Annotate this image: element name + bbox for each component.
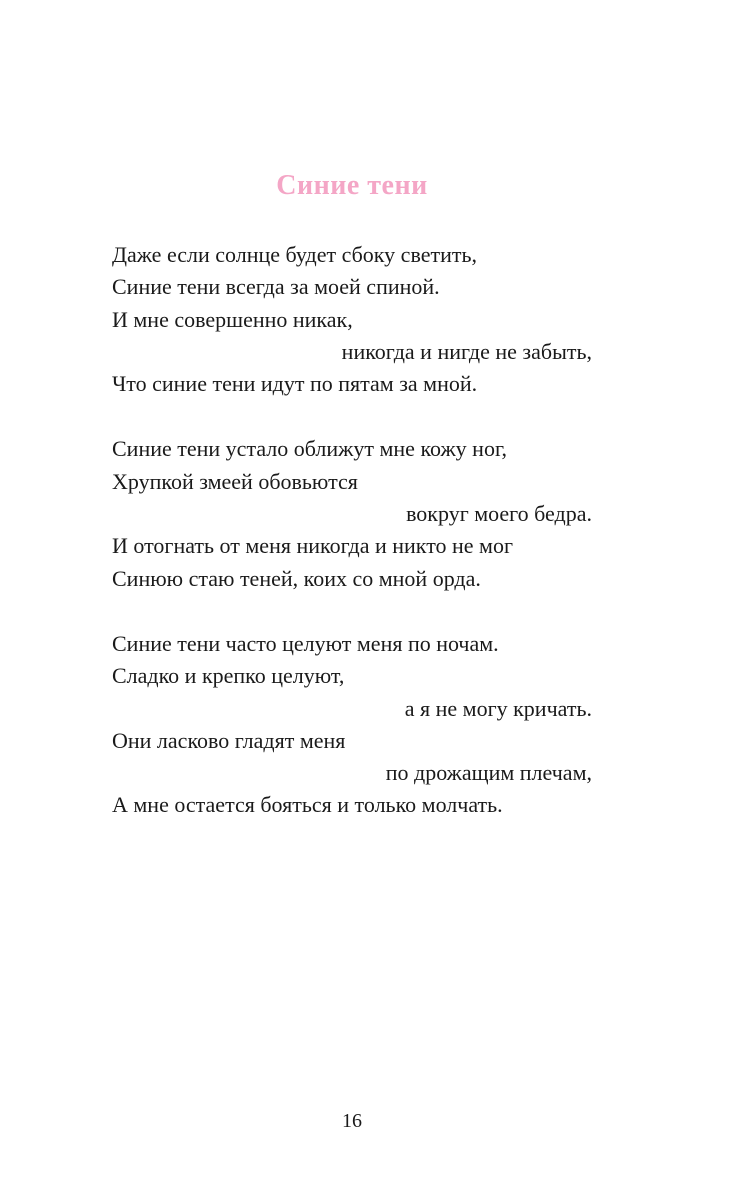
poem-line: Синие тени устало оближут мне кожу ног, (112, 436, 507, 462)
poem-line: И отогнать от меня никогда и никто не мог (112, 533, 513, 559)
poem-line: а я не могу кричать. (404, 695, 592, 721)
stanza (112, 239, 592, 400)
stanza (112, 628, 592, 822)
stanza (112, 433, 592, 594)
poem-line: Хрупкой змеей обовьются (112, 468, 358, 494)
poem-line: Что синие тени идут по пятам за мной. (112, 371, 478, 397)
poem-title: Синие тени (276, 170, 428, 201)
poem-line: вокруг моего бедра. (406, 501, 592, 527)
poem-line: Они ласково гладят меня (112, 727, 346, 753)
poem-line: И мне совершенно никак, (112, 306, 353, 332)
poem-line: Синюю стаю теней, коих со мной орда. (112, 565, 481, 591)
poem-line: по дрожащим плечам, (385, 760, 592, 786)
poem-line: Синие тени часто целуют меня по ночам. (112, 630, 499, 656)
poem-body (112, 239, 592, 855)
poem-line: А мне остается бояться и только молчать. (112, 792, 503, 818)
page-number: 16 (342, 1110, 362, 1132)
poem-line: Даже если солнце будет сбоку светить, (112, 242, 478, 267)
poem-line: Синие тени всегда за моей спиной. (112, 274, 440, 300)
poem-line: Сладко и крепко целуют, (112, 663, 345, 689)
poem-line: никогда и нигде не забыть, (341, 338, 592, 364)
